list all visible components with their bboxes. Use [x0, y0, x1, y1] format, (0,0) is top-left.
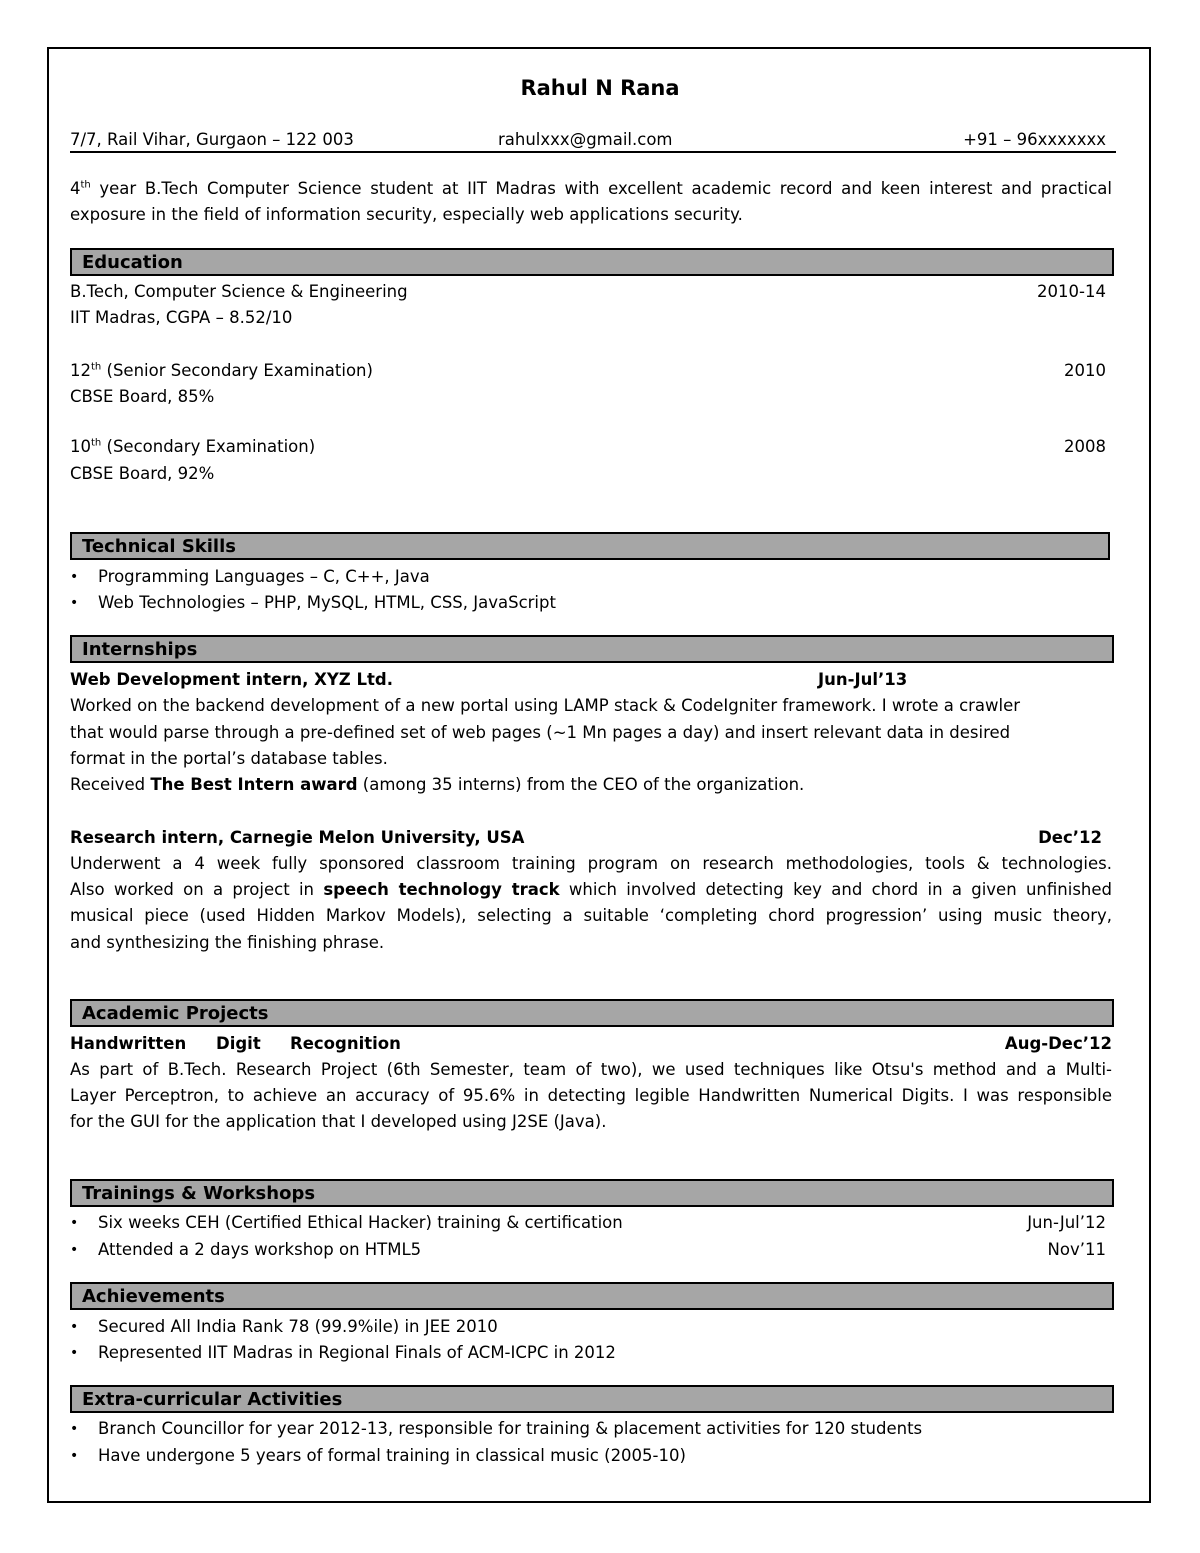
project-title-word: Handwritten [70, 1034, 187, 1053]
internship-desc: Underwent a 4 week fully sponsored classroom training program on research methodologies, tools & technologies. Also worked on a project in speech technology track which involved detecting key and chord in a given unfinished musical piece (used Hidden Markov Models), selecting a suitable ‘completing chord progression’ using music theory, and synthesizing the finishing phrase. [70, 854, 1112, 952]
project-title-word: Recognition [290, 1034, 401, 1053]
edu-btech-detail: IIT Madras, CGPA – 8.52/10 [70, 308, 293, 327]
skill-item: Web Technologies – PHP, MySQL, HTML, CSS, JavaScript [98, 593, 556, 612]
edu-12th-year: 2010 [1064, 361, 1106, 380]
training-date: Jun-Jul’12 [1027, 1213, 1106, 1232]
candidate-name: Rahul N Rana [520, 76, 680, 100]
section-achievements: Achievements [70, 1282, 1114, 1310]
bullet-icon: • [70, 595, 79, 611]
internship-title: Web Development intern, XYZ Ltd. [70, 670, 393, 689]
project-title-word: Digit [216, 1034, 261, 1053]
section-academic-projects: Academic Projects [70, 999, 1114, 1027]
section-internships: Internships [70, 635, 1114, 663]
summary: 4th year B.Tech Computer Science student at IIT Madras with excellent academic record and keen interest and practical exposure in the field of information security, especially web applications security. [70, 179, 1112, 225]
achievement-item: Represented IIT Madras in Regional Finals of ACM-ICPC in 2012 [98, 1343, 616, 1362]
internship-date: Dec’12 [1038, 828, 1102, 847]
project-desc: As part of B.Tech. Research Project (6th Semester, team of two), we used techniques like Otsu's method and a Multi- Layer Perceptron, to achieve an accuracy of 95.6% in detecting legible Handwritten Numerical Digits. I was responsible for the GUI for the application that I developed using J2SE (Java). [70, 1060, 1112, 1132]
internship-award: Received The Best Intern award (among 35 interns) from the CEO of the organization. [70, 775, 805, 794]
internship-desc-line: Worked on the backend development of a new portal using LAMP stack & CodeIgniter framework. I wrote a crawler [70, 696, 1021, 715]
bullet-icon: • [70, 1215, 79, 1231]
edu-10th-year: 2008 [1064, 437, 1106, 456]
extracurricular-item: Branch Councillor for year 2012-13, responsible for training & placement activities for 120 students [98, 1419, 923, 1438]
header-rule [70, 151, 1116, 153]
section-education: Education [70, 248, 1114, 276]
bullet-icon: • [70, 1448, 79, 1464]
internship-desc-line: format in the portal’s database tables. [70, 749, 388, 768]
edu-12th-title: 12th (Senior Secondary Examination) [70, 361, 373, 380]
training-item: Six weeks CEH (Certified Ethical Hacker) training & certification [98, 1213, 623, 1232]
training-item: Attended a 2 days workshop on HTML5 [98, 1240, 422, 1259]
training-date: Nov’11 [1047, 1240, 1106, 1259]
bullet-icon: • [70, 1421, 79, 1437]
bullet-icon: • [70, 1242, 79, 1258]
edu-btech-year: 2010-14 [1037, 282, 1106, 301]
skill-item: Programming Languages – C, C++, Java [98, 567, 430, 586]
extracurricular-item: Have undergone 5 years of formal training in classical music (2005-10) [98, 1446, 686, 1465]
internship-title: Research intern, Carnegie Melon University, USA [70, 828, 525, 847]
bullet-icon: • [70, 569, 79, 585]
bullet-icon: • [70, 1345, 79, 1361]
contact-address: 7/7, Rail Vihar, Gurgaon – 122 003 [70, 130, 354, 149]
project-date: Aug-Dec’12 [1004, 1034, 1112, 1053]
section-technical-skills: Technical Skills [70, 532, 1110, 560]
bullet-icon: • [70, 1319, 79, 1335]
internship-date: Jun-Jul’13 [818, 670, 908, 689]
contact-phone: +91 – 96xxxxxxx [963, 130, 1106, 149]
achievement-item: Secured All India Rank 78 (99.9%ile) in JEE 2010 [98, 1317, 498, 1336]
contact-email: rahulxxx@gmail.com [498, 130, 673, 149]
edu-10th-detail: CBSE Board, 92% [70, 464, 215, 483]
internship-desc-line: that would parse through a pre-defined set of web pages (~1 Mn pages a day) and insert relevant data in desired [70, 723, 1011, 742]
edu-10th-title: 10th (Secondary Examination) [70, 437, 316, 456]
section-trainings: Trainings & Workshops [70, 1179, 1114, 1207]
section-extracurricular: Extra-curricular Activities [70, 1385, 1114, 1413]
edu-12th-detail: CBSE Board, 85% [70, 387, 215, 406]
edu-btech-title: B.Tech, Computer Science & Engineering [70, 282, 408, 301]
